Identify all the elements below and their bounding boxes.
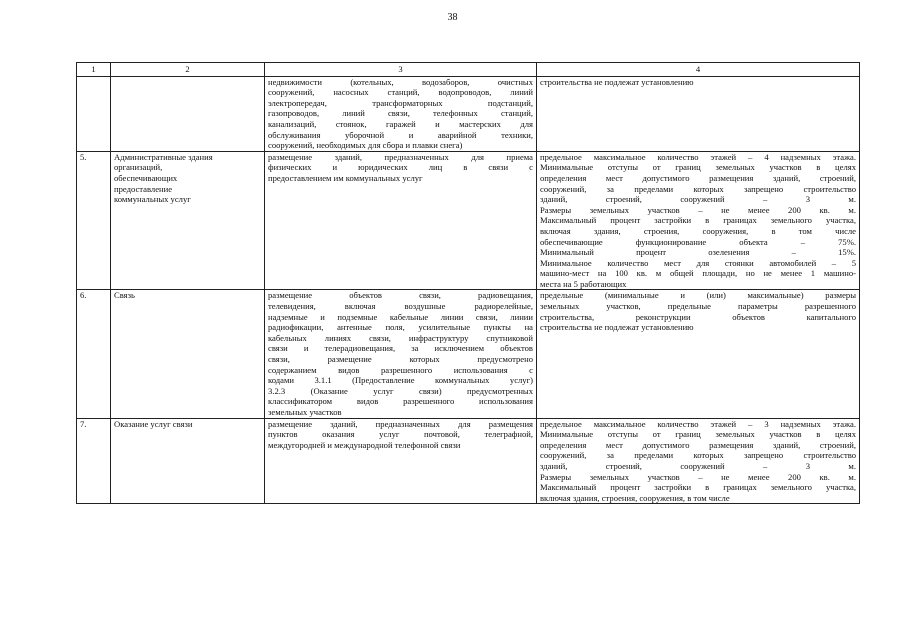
text-line: сооружений, за пределами которых запрещено строительство <box>540 450 856 461</box>
text-line: Связь <box>114 290 135 301</box>
text-line: размещение зданий, предназначенных для размещения <box>268 418 533 429</box>
text-line: предельное максимальное количество этажей – 3 надземных этажа. <box>540 418 856 429</box>
text-line: зданий, строений, сооружений – 3 м. <box>540 460 856 471</box>
text-line: классификатором видов разрешенного использования <box>268 396 533 407</box>
text-line: 3.2.3 (Оказание услуг связи) предусмотренных <box>268 385 533 396</box>
table-body <box>77 76 860 504</box>
row-number: 7. <box>77 418 111 504</box>
row-number: 6. <box>77 290 111 418</box>
use-description-cell <box>265 151 537 290</box>
parameters-cell <box>537 151 860 290</box>
text-line: Минимальные отступы от границ земельных участков в целях <box>540 429 856 440</box>
parameters-cell <box>537 76 860 151</box>
text-line: связи и телерадиовещания, за исключением объектов <box>268 343 533 354</box>
header-col-4: 4 <box>537 63 860 77</box>
text-line: машино-мест на 100 кв. м общей площади, но не менее 1 машино- <box>540 268 856 279</box>
text-line: физических и юридических лиц в связи с <box>268 162 533 173</box>
text-line: надземные и подземные кабельные линии связи, линии <box>268 311 533 322</box>
text-line: предельные (минимальные и (или) максимальные) размеры <box>540 290 856 301</box>
text-line: Минимальное количество мест для стоянки автомобилей – 5 <box>540 257 856 268</box>
text-line: кодами 3.1.1 (Предоставление коммунальных услуг) <box>268 375 533 386</box>
use-name-cell <box>111 418 265 504</box>
text-line: пунктов оказания услуг почтовой, телеграфной, <box>268 429 533 440</box>
use-name-cell <box>111 151 265 290</box>
text-line: коммунальных услуг <box>114 194 191 205</box>
text-line: кабельных линиях связи, инфраструктуру спутниковой <box>268 332 533 343</box>
header-col-2: 2 <box>111 63 265 77</box>
text-line: Минимальные отступы от границ земельных участков в целях <box>540 162 856 173</box>
use-name-cell <box>111 76 265 151</box>
text-line: Максимальный процент застройки в границах земельного участка, <box>540 482 856 493</box>
text-line: сооружений, необходимых для сбора и плавки снега) <box>268 140 463 151</box>
text-line: зданий, строений, сооружений – 3 м. <box>540 194 856 205</box>
text-line: Минимальный процент озеленения – 15%. <box>540 247 856 258</box>
table-header-row <box>77 63 860 77</box>
text-line: Административные здания <box>114 151 213 162</box>
text-line: сооружений, насосных станций, водопроводов, линий <box>268 87 533 98</box>
text-line: размещение зданий, предназначенных для приема <box>268 151 533 162</box>
text-line: связи, размещение которых предусмотрено <box>268 354 533 365</box>
header-col-1: 1 <box>77 63 111 77</box>
use-description-cell <box>265 418 537 504</box>
text-line: обеспечивающих <box>114 172 178 183</box>
text-line: газопроводов, линий связи, телефонных станций, <box>268 108 533 119</box>
text-line: Максимальный процент застройки в границах земельного участка, <box>540 215 856 226</box>
text-line: канализаций, стоянок, гаражей и мастерских для <box>268 118 533 129</box>
zoning-table <box>76 62 860 504</box>
text-line: строительства не подлежат установлению <box>540 76 694 87</box>
text-line: размещение объектов связи, радиовещания, <box>268 290 533 301</box>
text-line: содержанием видов разрешенного использования с <box>268 364 533 375</box>
text-line: предоставлением им коммунальных услуг <box>268 172 423 183</box>
table-row <box>77 151 860 290</box>
use-name-cell <box>111 290 265 418</box>
text-line: предоставление <box>114 183 173 194</box>
table-row <box>77 76 860 151</box>
text-line: организаций, <box>114 162 163 173</box>
text-line: обеспечивающие функционирование объекта – 75%. <box>540 236 856 247</box>
row-number <box>77 76 111 151</box>
text-line: предельное максимальное количество этажей – 4 надземных этажа. <box>540 151 856 162</box>
text-line: строительства, реконструкции объектов капитального <box>540 311 856 322</box>
text-line: земельных участков <box>268 407 342 417</box>
text-line: Размеры земельных участков – не менее 200 кв. м. <box>540 471 856 482</box>
parameters-cell <box>537 418 860 504</box>
use-description-cell <box>265 290 537 418</box>
text-line: электропередач, трансформаторных подстанций, <box>268 97 533 108</box>
row-number: 5. <box>77 151 111 290</box>
text-line: земельных участков, предельные параметры разрешенного <box>540 301 856 312</box>
text-line: включая здания, строения, сооружения, в том числе <box>540 492 730 503</box>
header-col-3: 3 <box>265 63 537 77</box>
text-line: телевидения, включая воздушные радиорелейные, <box>268 301 533 312</box>
text-line: обслуживания уборочной и аварийной техники, <box>268 129 533 140</box>
use-description-cell <box>265 76 537 151</box>
text-line: определения мест допустимого размещения зданий, строений, <box>540 172 856 183</box>
text-line: сооружений, за пределами которых запрещено строительство <box>540 183 856 194</box>
text-line: места на 5 работающих <box>540 278 627 289</box>
text-line: включая здания, строения, сооружения, в том числе <box>540 225 856 236</box>
parameters-cell <box>537 290 860 418</box>
text-line: определения мест допустимого размещения зданий, строений, <box>540 439 856 450</box>
page-number: 38 <box>447 12 458 23</box>
text-line: Оказание услуг связи <box>114 418 193 429</box>
text-line: радиофикации, антенные поля, усилительные пункты на <box>268 322 533 333</box>
table-row <box>77 418 860 504</box>
table-row <box>77 290 860 418</box>
text-line: строительства не подлежат установлению <box>540 322 694 333</box>
text-line: междугородней и международной телефонной связи <box>268 439 461 450</box>
text-line: недвижимости (котельных, водозаборов, очистных <box>268 76 533 87</box>
text-line: Размеры земельных участков – не менее 200 кв. м. <box>540 204 856 215</box>
